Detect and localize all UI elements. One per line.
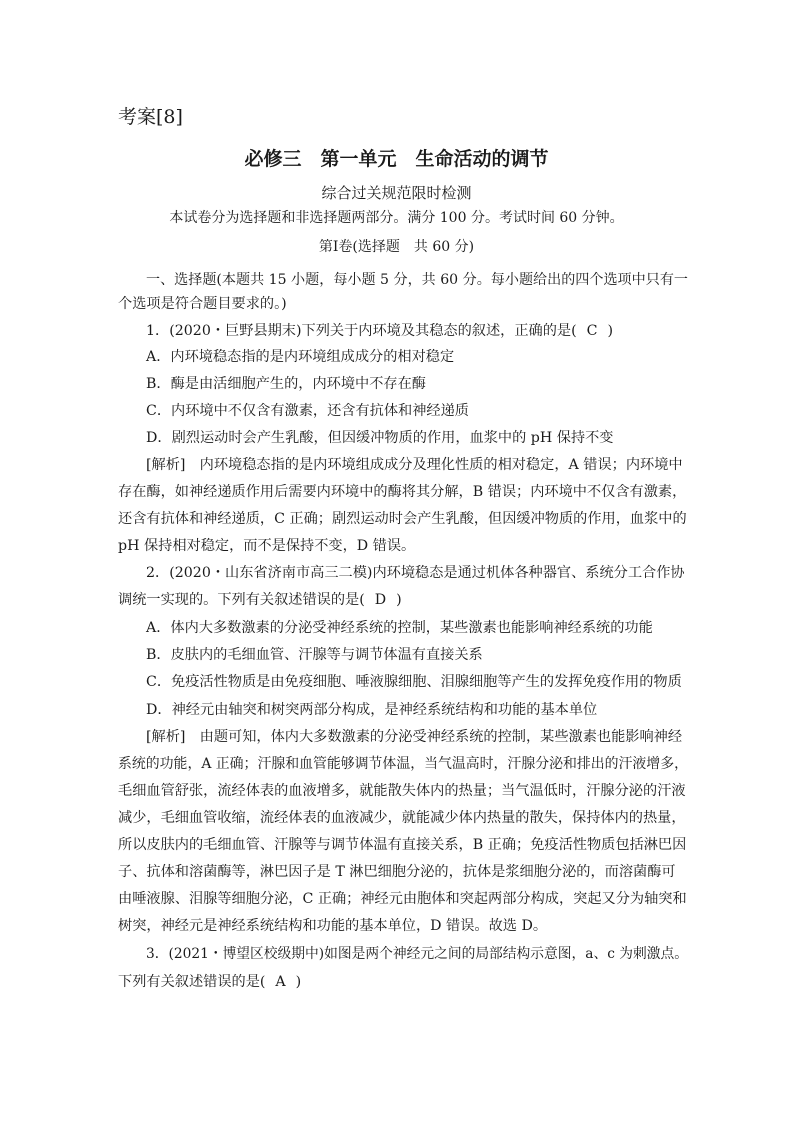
question-3-answer: A: [275, 974, 286, 990]
question-1-explanation-line: pH 保持相对稳定，而不是保持不变，D 错误。: [118, 538, 416, 554]
question-2-option-c: C．免疫活性物质是由免疫细胞、唾液腺细胞、泪腺细胞等产生的发挥免疫作用的物质: [146, 674, 682, 690]
question-3-stem-line-1: 3．(2021・博望区校级期中)如图是两个神经元之间的局部结构示意图，a、c 为刺激点。: [146, 946, 688, 962]
question-2-explanation-line: 毛细血管舒张，流经体表的血液增多，就能散失体内的热量；当气温低时，汗腺分泌的汗液: [118, 783, 686, 799]
question-2-close: ): [396, 592, 402, 608]
question-1-option-b: B．酶是由活细胞产生的，内环境中不存在酶: [146, 376, 426, 392]
question-2-explanation-line: 系统的功能，A 正确；汗腺和血管能够调节体温，当气温高时，汗腺分泌和排出的汗液增多，: [118, 756, 688, 772]
question-3-stem-text: 下列有关叙述错误的是(: [118, 974, 266, 990]
question-1-stem: [146, 321, 613, 341]
question-1-option-d: D．剧烈运动时会产生乳酸，但因缓冲物质的作用，血浆中的 pH 保持不变: [146, 430, 614, 446]
section-intro-line-2: 个选项是符合题目要求的。): [118, 296, 287, 312]
question-2-answer: D: [374, 592, 387, 608]
question-2-explanation-line: 由唾液腺、泪腺等细胞分泌，C 正确；神经元由胞体和突起两部分构成，突起又分为轴突和: [118, 891, 687, 907]
question-2-stem-text: 调统一实现的。下列有关叙述错误的是(: [118, 592, 365, 608]
question-2-option-a: A．体内大多数激素的分泌受神经系统的控制，某些激素也能影响神经系统的功能: [146, 620, 653, 636]
section-intro-line-1: 一、选择题(本题共 15 小题，每小题 5 分，共 60 分。每小题给出的四个选项中只有一: [146, 272, 688, 288]
question-3-close: ): [295, 974, 302, 990]
part-heading: 第Ⅰ卷(选择题 共 60 分): [318, 239, 475, 255]
question-1-explanation-line: [解析] 内环境稳态指的是内环境组成成分及理化性质的相对稳定，A 错误；内环境中: [146, 457, 683, 473]
exam-note: 本试卷分为选择题和非选择题两部分。满分 100 分。考试时间 60 分钟。: [169, 210, 624, 226]
question-2-explanation-line: 子、抗体和溶菌酶等，淋巴因子是 T 淋巴细胞分泌的，抗体是浆细胞分泌的，而溶菌酶可: [118, 864, 676, 880]
question-2-explanation-line: [解析] 由题可知，体内大多数激素的分泌受神经系统的控制，某些激素也能影响神经: [146, 729, 683, 745]
question-2-explanation-line: 所以皮肤内的毛细血管、汗腺等与调节体温有直接关系，B 正确；免疫活性物质包括淋巴因: [118, 837, 687, 853]
question-1-explanation-line: 还含有抗体和神经递质，C 正确；剧烈运动时会产生乳酸，但因缓冲物质的作用，血浆中的: [118, 511, 687, 527]
case-label: 考案[8]: [118, 106, 183, 128]
question-1-option-c: C．内环境中不仅含有激素，还含有抗体和神经递质: [146, 403, 469, 419]
page-subtitle: 综合过关规范限时检测: [321, 184, 472, 202]
question-2-explanation-line: 树突，神经元是神经系统结构和功能的基本单位，D 错误。故选 D。: [118, 918, 548, 934]
question-1-answer: C: [586, 323, 598, 339]
question-1-stem-text: 1．(2020・巨野县期末)下列关于内环境及其稳态的叙述，正确的是(: [146, 323, 577, 339]
question-3-stem-line-2: [118, 972, 301, 992]
page-title: 必修三 第一单元 生命活动的调节: [244, 148, 549, 170]
question-2-option-b: B．皮肤内的毛细血管、汗腺等与调节体温有直接关系: [146, 647, 483, 663]
question-2-option-d: D．神经元由轴突和树突两部分构成，是神经系统结构和功能的基本单位: [146, 702, 598, 718]
question-1-explanation-line: 存在酶，如神经递质作用后需要内环境中的酶将其分解，B 错误；内环境中不仅含有激素，: [118, 484, 687, 500]
question-1-option-a: A．内环境稳态指的是内环境组成成分的相对稳定: [146, 349, 455, 365]
question-1-close: ): [607, 323, 614, 339]
question-2-explanation-line: 减少，毛细血管收缩，流经体表的血液减少，就能减少体内热量的散失，保持体内的热量，: [118, 810, 686, 826]
question-2-stem-line-1: 2．(2020・山东省济南市高三二模)内环境稳态是通过机体各种器官、系统分工合作协: [146, 565, 685, 581]
question-2-stem-line-2: [118, 590, 402, 610]
